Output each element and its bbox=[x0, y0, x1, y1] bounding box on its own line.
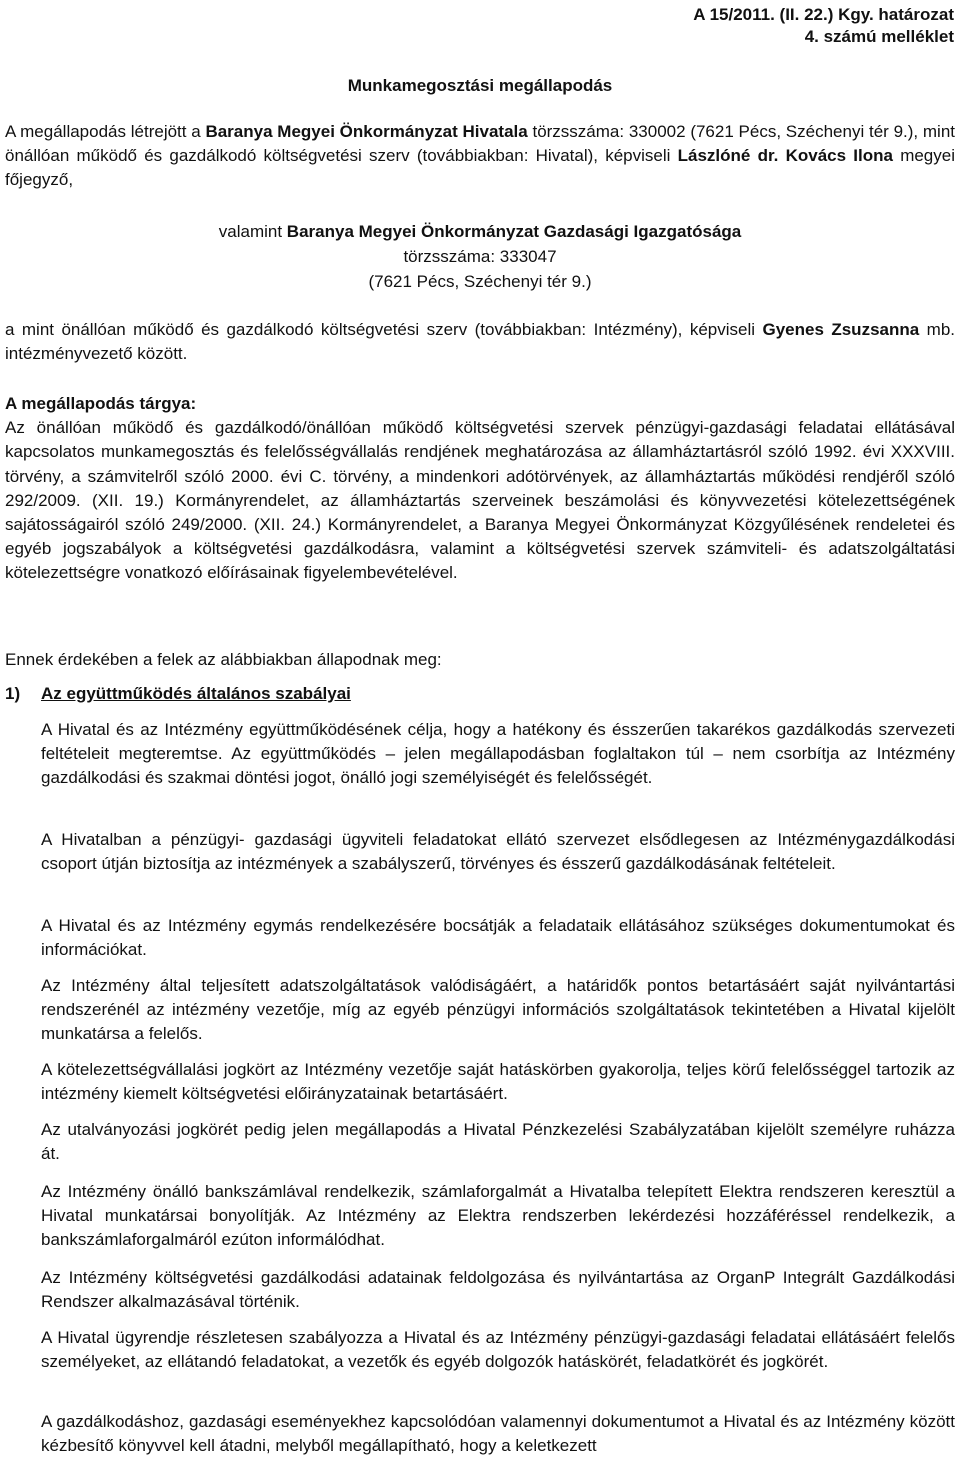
paragraph: A Hivatal ügyrendje részletesen szabályozza a Hivatal és az Intézmény pénzügyi-gazdasági feladatai ellátásáért felelős személyeket, az ellátandó feladatokat, a vezetők és egyéb dolgozók hatáskörét, feladatkörét és jogkörét. bbox=[41, 1328, 955, 1372]
paragraph: A Hivatal és az Intézmény együttműködésének célja, hogy a hatékony és ésszerűen takarékos gazdálkodás szervezeti feltételeit megteremtse. Az együttműködés – jelen megállapodásban foglaltakon túl – nem csorbítja az Intézmény gazdálkodási és szakmai döntési jogot, önálló jogi személyiségét és felelősségét. bbox=[41, 720, 955, 788]
paragraph: A gazdálkodáshoz, gazdasági eseményekhez kapcsolódóan valamennyi dokumentumot a Hivatal és az Intézmény között kézbesítő könyvvel kell átadni, melyből megállapítható, hogy a keletkezett bbox=[41, 1412, 955, 1456]
header-resolution-ref: A 15/2011. (II. 22.) Kgy. határozat bbox=[693, 5, 954, 24]
intro-paragraph: A megállapodás létrejött a Baranya Megyei Önkormányzat Hivatala törzsszáma: 330002 (7621 Pécs, Széchenyi tér 9.), mint önállóan működő és gazdálkodó költségvetési szerv (továbbiakban: Hivatal), képviseli Lászlóné dr. Kovács Ilona megyei főjegyző, bbox=[5, 122, 956, 190]
party2-line: valamint Baranya Megyei Önkormányzat Gazdasági Igazgatósága bbox=[218, 222, 742, 241]
paragraph: Az Intézmény önálló bankszámlával rendelkezik, számlaforgalmát a Hivatalba telepített Elektra rendszeren keresztül a Hivatal munkatársai bonyolítják. Az Intézmény az Elektra rendszerben lekérdezési hozzáféréssel rendelkezik, a bankszámlaforgalmáról ezúton informálódhat. bbox=[41, 1182, 955, 1250]
paragraph: A Hivatal és az Intézmény egymás rendelkezésére bocsátják a feladataik ellátásához szükséges dokumentumokat és információkat. bbox=[41, 916, 955, 960]
party2-registration: törzsszáma: 333047 bbox=[403, 247, 557, 266]
party1-name: Baranya Megyei Önkormányzat Hivatala bbox=[205, 122, 528, 141]
party2-address: (7621 Pécs, Széchenyi tér 9.) bbox=[368, 272, 592, 291]
agreement-statement: Ennek érdekében a felek az alábbiakban állapodnak meg: bbox=[5, 650, 442, 669]
subject-heading: A megállapodás tárgya: bbox=[5, 394, 197, 413]
section-title: Az együttműködés általános szabályai bbox=[41, 684, 351, 703]
party2-description: a mint önállóan működő és gazdálkodó költségvetési szerv (továbbiakban: Intézmény), képviseli Gyenes Zsuzsanna mb. intézményvezető között. bbox=[5, 320, 955, 364]
paragraph: Az Intézmény által teljesített adatszolgáltatások valódiságáért, a határidők pontos betartásáért saját nyilvántartási rendszerénél az intézmény vezetője, míg az egyéb pénzügyi információs szolgáltatások tekintetében a Hivatal kijelölt munkatársa a felelős. bbox=[41, 976, 955, 1044]
party2-name: Baranya Megyei Önkormányzat Gazdasági Igazgatósága bbox=[286, 222, 742, 241]
section-number: 1) bbox=[5, 684, 21, 703]
paragraph: Az utalványozási jogkörét pedig jelen megállapodás a Hivatal Pénzkezelési Szabályzatában kijelölt személyre ruházza át. bbox=[41, 1120, 955, 1164]
subject-text: Az önállóan működő és gazdálkodó/önállóan működő költségvetési szervek pénzügyi-gazdasági feladatai ellátásával kapcsolatos munkamegosztás és felelősségvállalás rendjének meghatározása az államháztartásról szóló 1992. évi XXXVIII. törvény, a számvitelről szóló 2000. évi C. törvény, a mindenkori adótörvények, az államháztartás működési rendjéről szóló 292/2009. (XII. 19.) Kormányrendelet, az államháztartás szerveinek beszámolási és könyvvezetési kötelezettségének sajátosságairól szóló 249/2000. (XII. 24.) Kormányrendelet, a Baranya Megyei Önkormányzat Közgyűlésének rendeletei és egyéb jogszabályok a költségvetési gazdálkodásra, valamint a költségvetési szervek számviteli- és adatszolgáltatási kötelezettségre vonatkozó előírásainak figyelembevételével. bbox=[5, 418, 955, 583]
party2-representative: Gyenes Zsuzsanna bbox=[762, 320, 920, 339]
header-annex-number: 4. számú melléklet bbox=[804, 27, 954, 46]
document-title: Munkamegosztási megállapodás bbox=[347, 76, 613, 95]
paragraph: A Hivatalban a pénzügyi- gazdasági ügyviteli feladatokat ellátó szervezet elsődlegesen az Intézménygazdálkodási csoport útján biztosítja az intézmények a szabályszerű, törvényes és ésszerű gazdálkodásának feltételeit. bbox=[41, 830, 955, 874]
subject-section bbox=[5, 392, 955, 586]
paragraph: Az Intézmény költségvetési gazdálkodási adatainak feldolgozása és nyilvántartása az OrganP Integrált Gazdálkodási Rendszer alkalmazásával történik. bbox=[41, 1268, 955, 1312]
paragraph: A kötelezettségvállalási jogkört az Intézmény vezetője saját hatáskörben gyakorolja, teljes körű felelősséggel tartozik az intézmény kiemelt költségvetési előirányzatainak betartásáért. bbox=[41, 1060, 955, 1104]
party1-representative: Lászlóné dr. Kovács Ilona bbox=[677, 146, 893, 166]
